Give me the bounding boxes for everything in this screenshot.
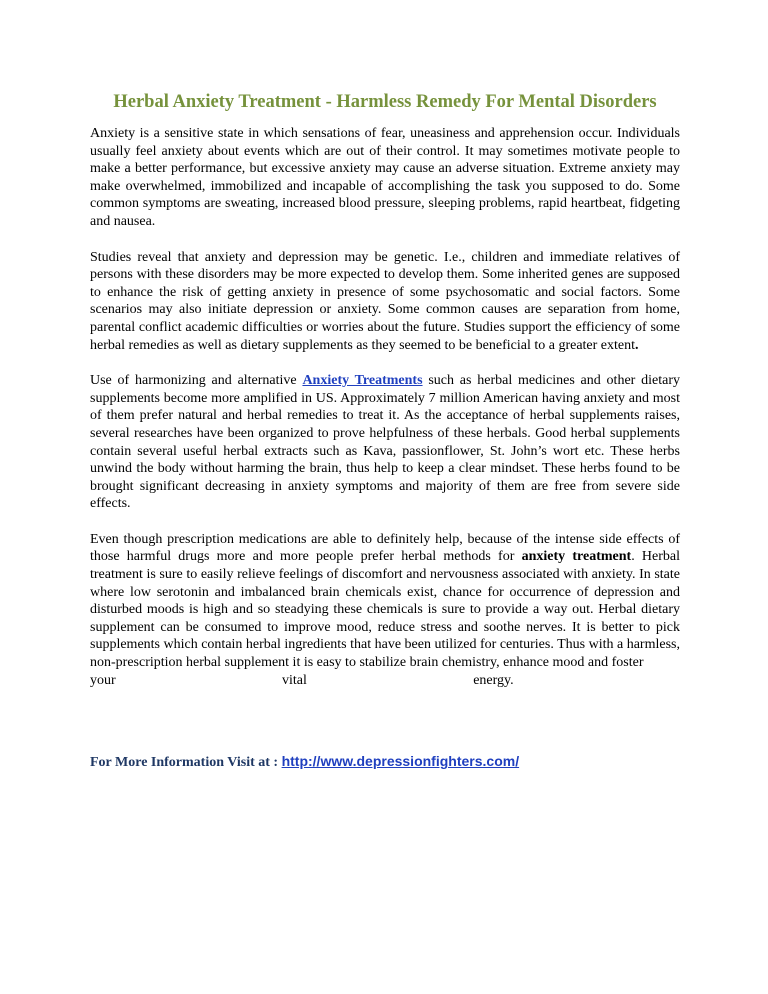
anxiety-treatments-link[interactable]: Anxiety Treatments — [302, 373, 423, 389]
paragraph-prescription-lead: Even though prescription medications are able to definitely help, because of the intense side effects of those harmful drugs more and more people prefer herbal methods for — [90, 531, 680, 565]
footer — [90, 753, 680, 771]
last-word-3: energy. — [473, 672, 514, 688]
footer-label: For More Information Visit at : — [90, 755, 282, 771]
paragraph-alternatives-text: such as herbal medicines and other dietary supplements become more amplified in US. Approximately 7 million American having anxiety and most of them prefer natural and herbal remedies to treat it. As the acceptance of herbal supplements raises, several researches have been organized to prove helpfulness of these herbals. Good herbal supplements contain several useful herbal extracts such as Kava, passionflower, St. John’s wort etc. These herbs unwind the body without harming the brain, thus help to keep a clear mindset. These herbs found to be brought significant decreasing in anxiety symptoms and majority of them are free from severe side effects. — [90, 373, 680, 512]
paragraph-alternatives — [90, 372, 680, 513]
footer-url-link[interactable]: http://www.depressionfighters.com/ — [281, 753, 520, 770]
paragraph-genetics-period: . — [635, 337, 639, 353]
paragraph-prescription — [90, 531, 680, 689]
paragraph-intro: Anxiety is a sensitive state in which sensations of fear, uneasiness and apprehension occur. Individuals usually feel anxiety about events which are out of their control. It may sometimes motivate people to make a better performance, but excessive anxiety may cause an adverse situation. Extreme anxiety may make overwhelmed, immobilized and incapable of accomplishing the task you supposed to do. Some common symptoms are sweating, increased blood pressure, sleeping problems, rapid heartbeat, fidgeting and nausea. — [90, 126, 680, 229]
document-page — [90, 92, 680, 771]
paragraph-genetics-text: Studies reveal that anxiety and depression may be genetic. I.e., children and immediate relatives of persons with these disorders may be more expected to develop them. Some inherited genes are supposed to enhance the risk of getting anxiety in presence of some psychosomatic and social factors. Some scenarios may also initiate depression or anxiety. Some common causes are separation from home, parental conflict academic difficulties or worries about the future. Studies support the efficiency of some herbal remedies as well as dietary supplements as they seemed to be beneficial to a greater extent — [90, 249, 680, 353]
page-title: Herbal Anxiety Treatment - Harmless Remedy For Mental Disorders — [113, 92, 657, 112]
paragraph-alternatives-lead: Use of harmonizing and alternative — [90, 373, 303, 389]
anxiety-treatment-bold: anxiety treatment — [521, 549, 632, 565]
paragraph-prescription-last-line — [90, 672, 680, 690]
last-word-2: vital — [282, 672, 307, 688]
last-word-1: your — [90, 672, 116, 688]
paragraph-prescription-text: . Herbal treatment is sure to easily relieve feelings of discomfort and nervousness associated with anxiety. In state where low serotonin and imbalanced brain chemicals exist, chance for occurrence of depression and disturbed moods is high and so steadying these chemicals is sure to provide a way out. Herbal dietary supplement can be consumed to improve mood, reduce stress and soothe nerves. It is better to pick supplements which contain herbal ingredients that have been utilized for centuries. Thus with a harmless, non-prescription herbal supplement it is easy to stabilize brain chemistry, enhance mood and foster — [90, 549, 681, 671]
paragraph-genetics — [90, 249, 680, 355]
